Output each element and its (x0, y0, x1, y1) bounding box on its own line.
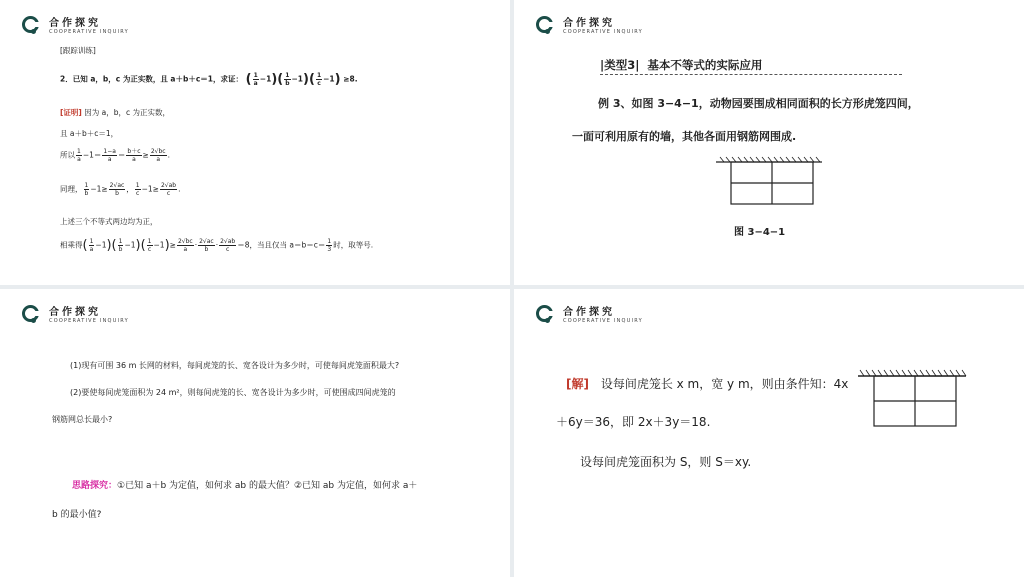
solution-text-1: 设每间虎笼长 x m，宽 y m，则由条件知：4x (600, 377, 849, 391)
proof-so-label: 所以 (60, 150, 75, 160)
slide-3[interactable] (0, 289, 510, 577)
type-title: 基本不等式的实际应用 (647, 58, 763, 72)
hint-text: ①已知 a＋b 为定值，如何求 ab 的最大值？②已知 ab 为定值，如何求 a＋ (117, 481, 418, 491)
type-heading (600, 57, 762, 73)
example-line-2: 一面可利用原有的墙，其他各面用钢筋网围成. (572, 130, 797, 143)
example-line-1: 例 3、如图 3−4−1，动物园要围成相同面积的长方形虎笼四间， (598, 97, 919, 110)
logo-icon (22, 16, 39, 33)
logo-icon (22, 305, 39, 322)
proof-multiply-label: 相乘得 (60, 240, 83, 250)
header-title-en: COOPERATIVE INQUIRY (563, 318, 643, 324)
solution-line-3: 设每间虎笼面积为 S，则 S＝xy. (580, 455, 752, 469)
solution-line-2: ＋6y＝36，即 2x＋3y＝18. (556, 415, 711, 429)
proof-so-line: 所以 $\frac{1}{a}$ −1＝ $\frac{1-a}{a}$ ＝ $\frac{b+c}{a}$ ≥ $\frac{2√bc}{a}$ . (60, 148, 170, 163)
proof-label: [证明] (60, 108, 82, 117)
proof-ineq-line: 上述三个不等式两边均为正， (60, 217, 158, 226)
section-label: [跟踪训练] (60, 46, 96, 55)
proof-intro: 因为 a，b，c 为正实数， (84, 108, 170, 117)
slide-4[interactable] (514, 289, 1024, 577)
problem-suffix: ≥8. (343, 74, 358, 84)
header-title-en: COOPERATIVE INQUIRY (49, 29, 129, 35)
slide-1[interactable] (0, 0, 510, 285)
proof-equal-suffix: 时，取等号. (333, 240, 374, 250)
hint-line-1 (72, 478, 417, 491)
question-2-line-1: (2)要使每间虎笼面积为 24 m²，则每间虎笼的长、宽各设计为多少时，可使围成四间虎笼的 (70, 388, 396, 397)
cage-diagram (856, 369, 968, 429)
proof-sum-line: 且 a＋b＋c＝1， (60, 129, 119, 138)
header-title-en: COOPERATIVE INQUIRY (563, 29, 643, 35)
solution-label: [解] (566, 377, 589, 391)
question-2-line-2: 钢筋网总长最小? (52, 415, 113, 424)
cage-diagram (714, 156, 824, 208)
hint-label: 思路探究： (72, 481, 118, 491)
slide-2[interactable] (514, 0, 1024, 285)
proof-intro-line (60, 107, 170, 118)
header-title-cn: 合作探究 (49, 18, 101, 29)
hint-line-2: b 的最小值? (52, 510, 102, 520)
type-label: |类型3| (600, 58, 640, 72)
problem-statement: 2．已知 a，b，c 为正实数，且 a＋b＋c＝1，求证： ( $\frac{1}{a}$ −1)( $\frac{1}{b}$ −1)( $\frac{1}{c}$ −1) ≥8. (60, 72, 358, 87)
proof-similar-label: 同理， (60, 184, 83, 194)
proof-similar-line: 同理， $\frac{1}{b}$ −1≥ $\frac{2√ac}{b}$ ， $\frac{1}{c}$ −1≥ $\frac{2√ab}{c}$ . (60, 182, 181, 197)
type-underline (600, 74, 902, 75)
header-title-cn: 合作探究 (49, 307, 101, 318)
header-title-en: COOPERATIVE INQUIRY (49, 318, 129, 324)
figure-caption: 图 3−4−1 (734, 227, 786, 238)
proof-multiply-line: 相乘得( $\frac{1}{a}$ −1)( $\frac{1}{b}$ −1)( $\frac{1}{c}$ −1)≥ $\frac{2√bc}{a}$ · $\frac{2√ac}{b}$ · $\frac{2√ab}{c}$ ＝8，当且仅当 a＝b＝c＝ $\frac{1}{3}$ 时，取等号. (60, 238, 374, 253)
solution-line-1 (566, 375, 848, 392)
proof-equal-prefix: ＝8，当且仅当 a＝b＝c＝ (237, 240, 326, 250)
logo-icon (536, 16, 553, 33)
header-title-cn: 合作探究 (563, 307, 615, 318)
logo-icon (536, 305, 553, 322)
header-title-cn: 合作探究 (563, 18, 615, 29)
question-1: (1)现有可围 36 m 长网的材料，每间虎笼的长、宽各设计为多少时，可使每间虎笼面积最大? (70, 361, 400, 370)
problem-prefix: 2．已知 a，b，c 为正实数，且 a＋b＋c＝1，求证： (60, 74, 244, 84)
